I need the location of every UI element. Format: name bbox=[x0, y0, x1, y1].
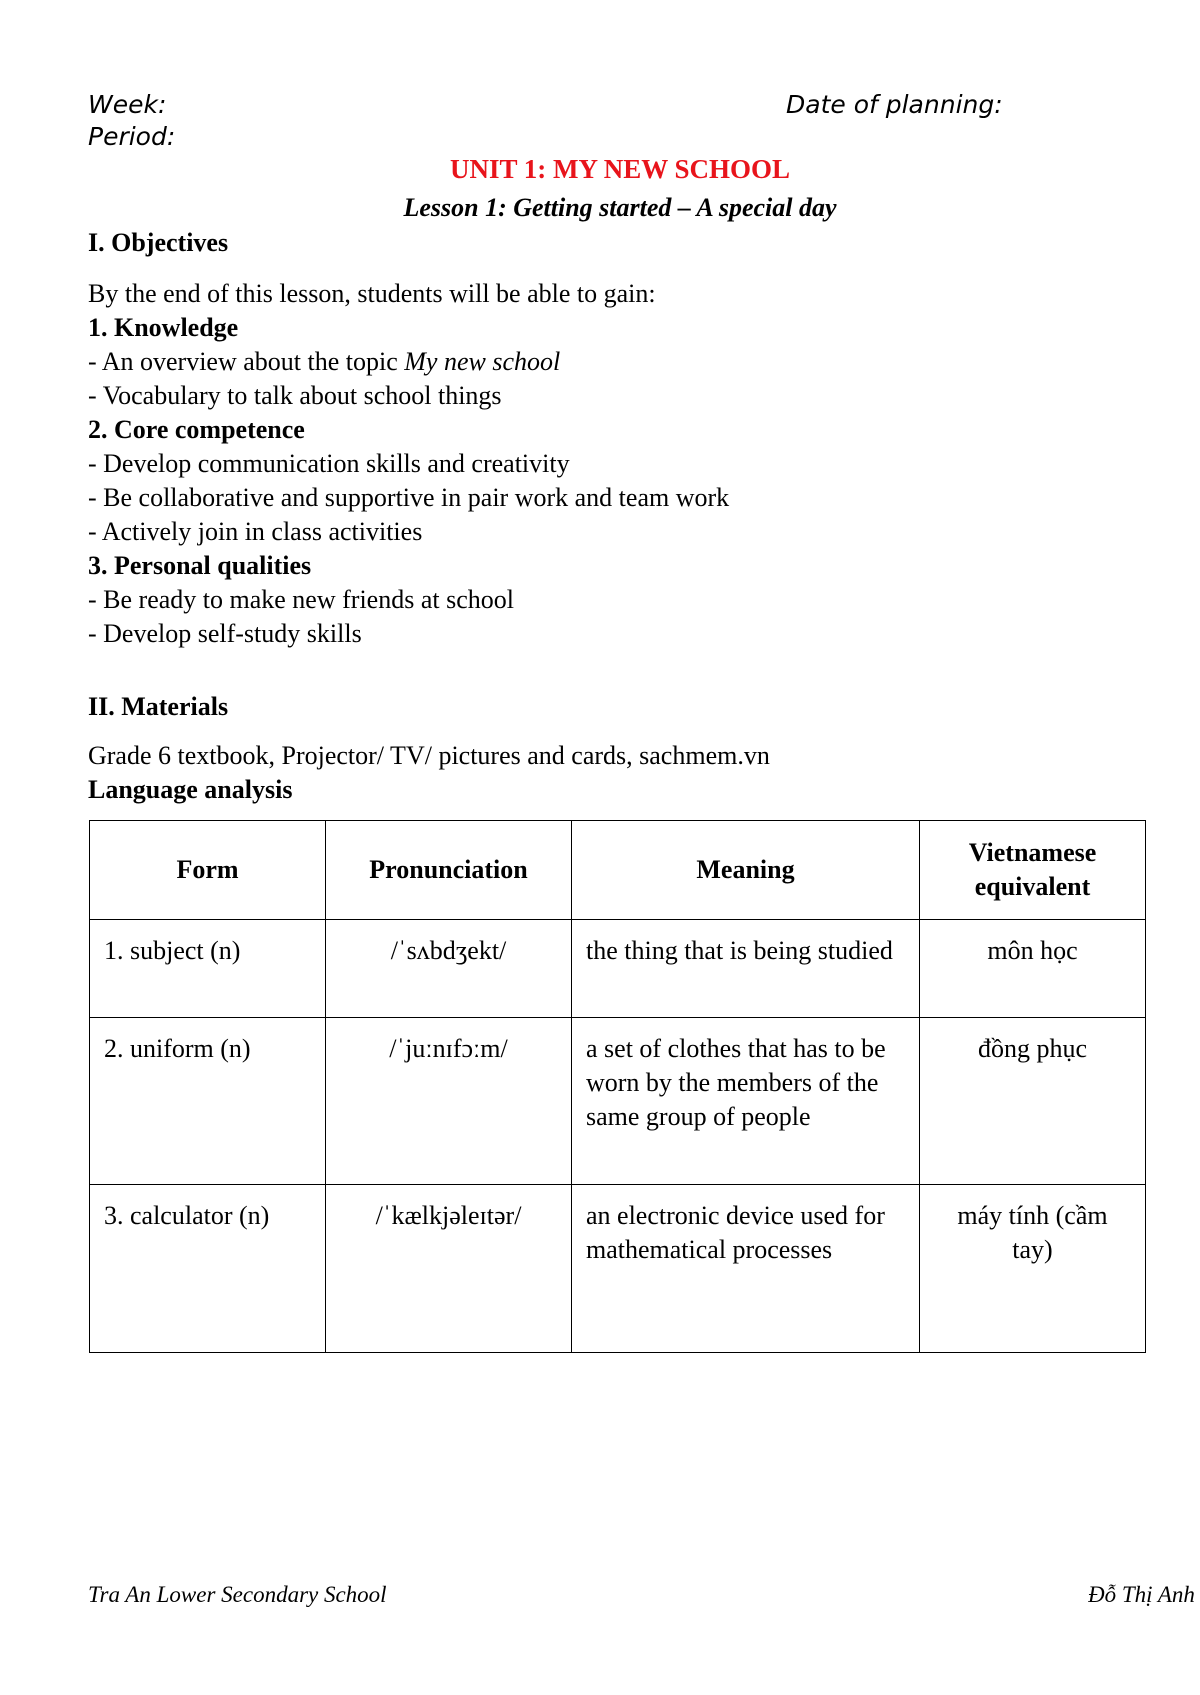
form-cell: 2. uniform (n) bbox=[90, 1018, 326, 1185]
materials-section bbox=[88, 690, 1148, 724]
competence-item: - Develop communication skills and creativity bbox=[88, 449, 570, 478]
table-header-row bbox=[90, 821, 1146, 920]
pronunciation-cell: /ˈkælkjəleɪtər/ bbox=[326, 1185, 572, 1353]
knowledge-item-prefix: - An overview about the topic bbox=[88, 347, 405, 376]
competence-heading: 2. Core competence bbox=[88, 415, 305, 444]
qualities-item: - Develop self-study skills bbox=[88, 619, 362, 648]
lesson-subtitle: Lesson 1: Getting started – A special day bbox=[403, 193, 837, 222]
language-analysis-heading: Language analysis bbox=[88, 775, 293, 804]
meaning-column-header: Meaning bbox=[572, 821, 920, 920]
date-of-planning-label: Date of planning: bbox=[786, 90, 1003, 119]
meaning-cell: a set of clothes that has to be worn by the members of the same group of people bbox=[572, 1018, 920, 1185]
meaning-cell: an electronic device used for mathematical processes bbox=[572, 1185, 920, 1353]
pronunciation-cell: /ˈjuːnɪfɔːm/ bbox=[326, 1018, 572, 1185]
materials-heading: II. Materials bbox=[88, 692, 229, 721]
week-label: Week: bbox=[88, 90, 167, 119]
table-row bbox=[90, 920, 1146, 1018]
form-column-header: Form bbox=[90, 821, 326, 920]
footer-school-name: Tra An Lower Secondary School bbox=[88, 1582, 387, 1607]
knowledge-item: - Vocabulary to talk about school things bbox=[88, 381, 502, 410]
qualities-heading: 3. Personal qualities bbox=[88, 551, 312, 580]
materials-text: Grade 6 textbook, Projector/ TV/ pictures and cards, sachmem.vn bbox=[88, 741, 770, 770]
meaning-cell: the thing that is being studied bbox=[572, 920, 920, 1018]
knowledge-item-topic: My new school bbox=[404, 347, 561, 376]
vietnamese-cell: máy tính (cầm tay) bbox=[920, 1185, 1146, 1353]
period-label: Period: bbox=[88, 122, 176, 151]
table-row bbox=[90, 1185, 1146, 1353]
qualities-item: - Be ready to make new friends at school bbox=[88, 585, 514, 614]
objectives-body bbox=[88, 277, 1148, 651]
objectives-section bbox=[88, 226, 1148, 260]
vietnamese-column-header: Vietnamese equivalent bbox=[920, 821, 1146, 920]
objectives-intro: By the end of this lesson, students will be able to gain: bbox=[88, 279, 656, 308]
footer-teacher-name: Đỗ Thị Anh bbox=[1088, 1582, 1195, 1607]
materials-body bbox=[88, 739, 1148, 807]
pronunciation-column-header: Pronunciation bbox=[326, 821, 572, 920]
pronunciation-cell: /ˈsʌbdʒekt/ bbox=[326, 920, 572, 1018]
form-cell: 1. subject (n) bbox=[90, 920, 326, 1018]
knowledge-heading: 1. Knowledge bbox=[88, 313, 239, 342]
competence-item: - Be collaborative and supportive in pair work and team work bbox=[88, 483, 730, 512]
objectives-heading: I. Objectives bbox=[88, 228, 229, 257]
vietnamese-cell: đồng phục bbox=[920, 1018, 1146, 1185]
competence-item: - Actively join in class activities bbox=[88, 517, 423, 546]
knowledge-item bbox=[88, 345, 1148, 379]
form-cell: 3. calculator (n) bbox=[90, 1185, 326, 1353]
vietnamese-cell: môn học bbox=[920, 920, 1146, 1018]
table-row bbox=[90, 1018, 1146, 1185]
language-analysis-table bbox=[89, 820, 1146, 1353]
unit-title: UNIT 1: MY NEW SCHOOL bbox=[449, 154, 791, 184]
